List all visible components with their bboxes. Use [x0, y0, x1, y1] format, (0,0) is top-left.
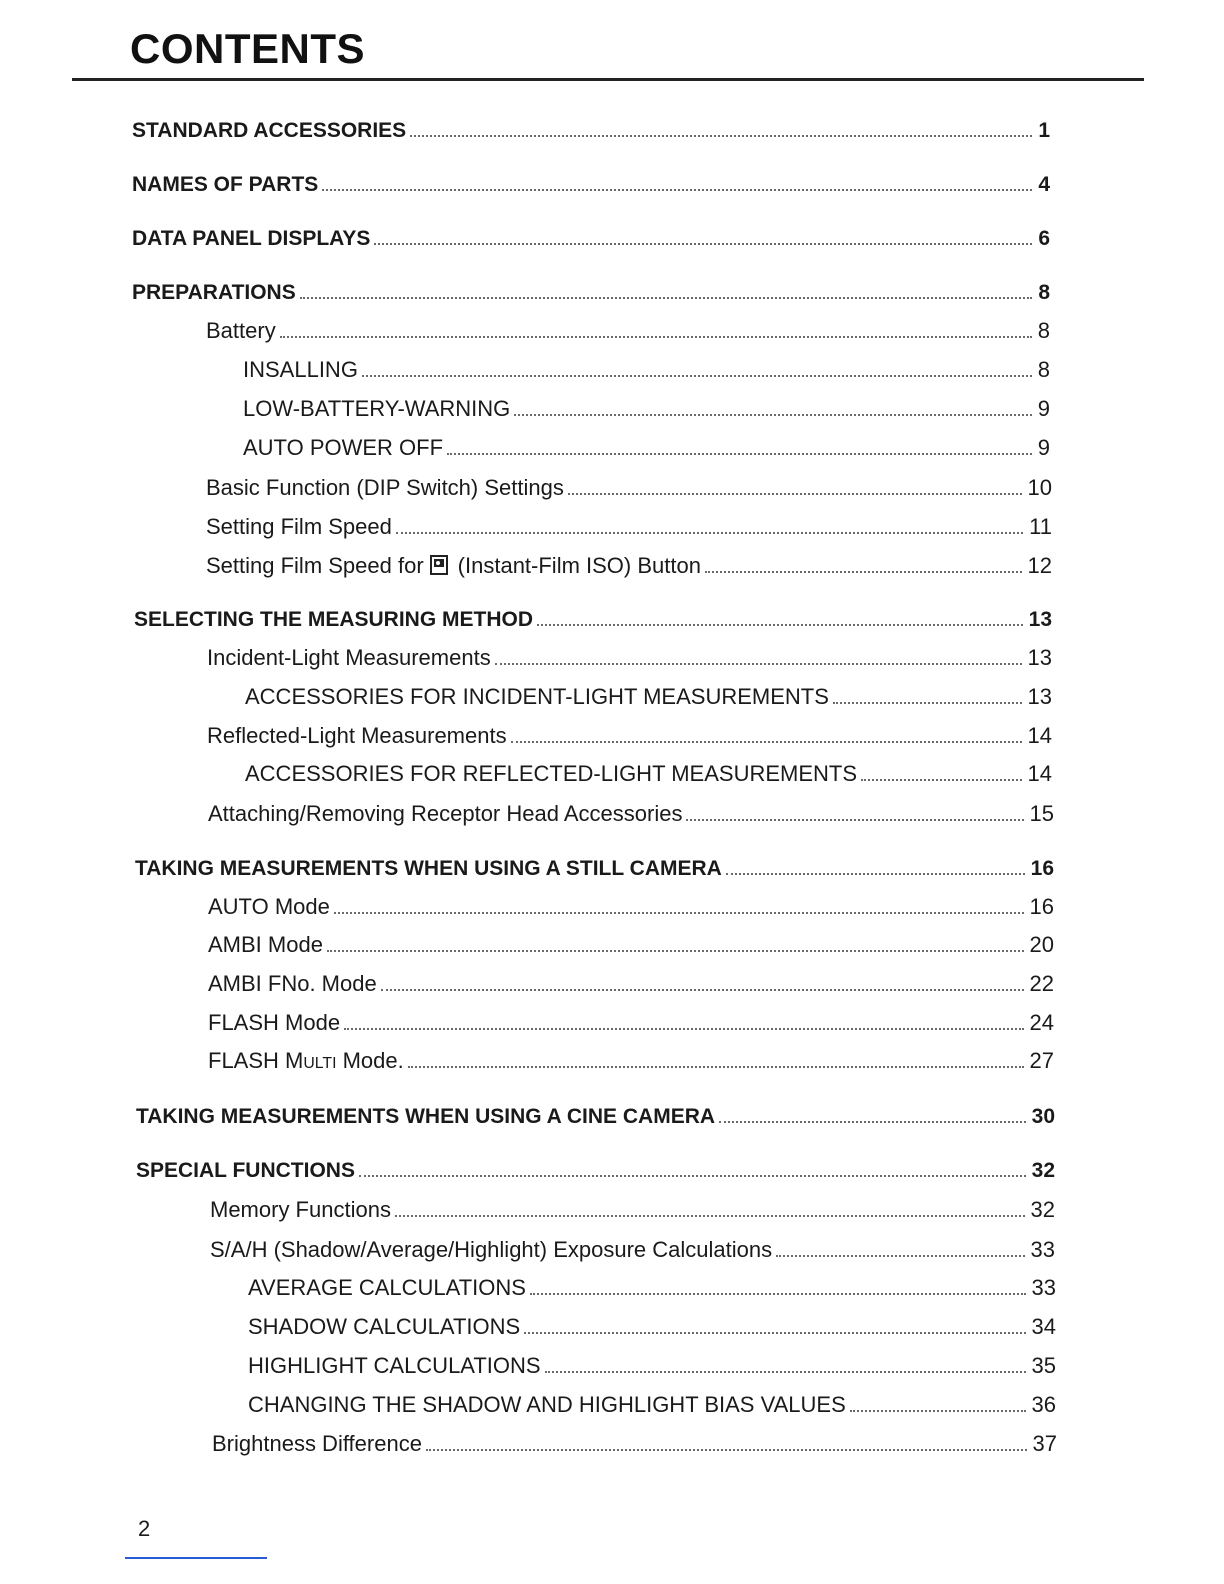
toc-page-number: 22	[1029, 970, 1054, 996]
toc-page-number: 36	[1031, 1391, 1056, 1417]
toc-page-number: 34	[1031, 1313, 1056, 1339]
toc-entry-special-functions[interactable]	[136, 1152, 1055, 1182]
dot-leader	[537, 624, 1023, 626]
toc-label: CHANGING THE SHADOW AND HIGHLIGHT BIAS VALUES	[248, 1391, 846, 1417]
dot-leader	[861, 779, 1022, 781]
toc-label: HIGHLIGHT CALCULATIONS	[248, 1352, 541, 1378]
toc-page-number: 13	[1027, 644, 1052, 670]
toc-entry-low-battery-warning[interactable]	[243, 391, 1050, 421]
dot-leader	[530, 1293, 1026, 1295]
toc-label: PREPARATIONS	[132, 280, 296, 304]
toc-page-number: 9	[1037, 395, 1050, 421]
toc-page-number: 16	[1030, 856, 1054, 880]
instant-film-icon	[430, 555, 448, 575]
toc-page-number: 8	[1038, 280, 1050, 304]
toc-entry-accessories-reflected[interactable]	[245, 756, 1052, 786]
toc-label: Incident-Light Measurements	[207, 644, 491, 670]
toc-entry-auto-power-off[interactable]	[243, 430, 1050, 460]
toc-label-smallcaps: ULTI	[303, 1054, 337, 1072]
toc-label: ACCESSORIES FOR REFLECTED-LIGHT MEASUREMENTS	[245, 760, 858, 786]
toc-page-number: 15	[1029, 800, 1054, 826]
toc-entry-ambi-mode[interactable]	[208, 927, 1054, 957]
toc-page-number: 30	[1031, 1104, 1055, 1128]
toc-entry-data-panel-displays[interactable]	[132, 220, 1050, 250]
toc-page-number: 14	[1027, 760, 1052, 786]
dot-leader	[833, 702, 1022, 704]
toc-label: LOW-BATTERY-WARNING	[243, 395, 511, 421]
dot-leader	[300, 297, 1033, 299]
toc-label-part: Mode.	[336, 1047, 404, 1073]
toc-page-number: 1	[1038, 118, 1050, 142]
toc-page-number: 27	[1029, 1047, 1054, 1073]
dot-leader	[359, 1175, 1026, 1177]
toc-page-number: 8	[1037, 317, 1050, 343]
toc-label: SELECTING THE MEASURING METHOD	[134, 607, 534, 631]
footer-page-number: 2	[138, 1516, 151, 1541]
toc-entry-basic-function-settings[interactable]	[206, 470, 1052, 500]
toc-page-number: 32	[1031, 1158, 1055, 1182]
toc-entry-still-camera[interactable]	[135, 850, 1054, 880]
toc-entry-memory-functions[interactable]	[210, 1192, 1055, 1222]
dot-leader	[381, 989, 1024, 991]
toc-label: Attaching/Removing Receptor Head Accessories	[208, 800, 683, 826]
toc-label: SHADOW CALCULATIONS	[248, 1313, 521, 1339]
toc-entry-standard-accessories[interactable]	[132, 112, 1050, 142]
toc-label: TAKING MEASUREMENTS WHEN USING A STILL CAMERA	[135, 856, 722, 880]
toc-entry-setting-film-speed-instant[interactable]	[206, 548, 1052, 578]
toc-entry-cine-camera[interactable]	[136, 1098, 1055, 1128]
toc-label: Battery	[206, 317, 276, 343]
dot-leader	[447, 453, 1032, 455]
dot-leader	[511, 741, 1022, 743]
dot-leader	[362, 375, 1032, 377]
toc-label: TAKING MEASUREMENTS WHEN USING A CINE CAMERA	[136, 1104, 716, 1128]
toc-label-part: (Instant-Film ISO) Button	[457, 552, 701, 578]
toc-page-number: 32	[1030, 1196, 1055, 1222]
dot-leader	[776, 1255, 1024, 1257]
toc-label: Reflected-Light Measurements	[207, 722, 507, 748]
toc-label: SPECIAL FUNCTIONS	[136, 1158, 355, 1182]
dot-leader	[344, 1028, 1023, 1030]
dot-leader	[726, 873, 1025, 875]
dot-leader	[410, 135, 1032, 137]
toc-page-number: 6	[1038, 226, 1050, 250]
toc-page-number: 10	[1027, 474, 1052, 500]
toc-label: NAMES OF PARTS	[132, 172, 319, 196]
dot-leader	[495, 663, 1022, 665]
toc-label: Memory Functions	[210, 1196, 391, 1222]
dot-leader	[395, 1215, 1025, 1217]
toc-entry-preparations[interactable]	[132, 274, 1050, 304]
toc-page-number: 16	[1029, 893, 1054, 919]
toc-label: AUTO Mode	[208, 893, 330, 919]
toc-entry-accessories-incident[interactable]	[245, 679, 1052, 709]
toc-label: ACCESSORIES FOR INCIDENT-LIGHT MEASUREMENTS	[245, 683, 829, 709]
page-title: CONTENTS	[130, 25, 365, 72]
toc-entry-ambi-fno-mode[interactable]	[208, 966, 1054, 996]
toc-page-number: 13	[1027, 683, 1052, 709]
dot-leader	[426, 1449, 1027, 1451]
toc-page-number: 11	[1029, 513, 1052, 539]
toc-label: Brightness Difference	[212, 1430, 422, 1456]
dot-leader	[334, 912, 1024, 914]
dot-leader	[705, 571, 1022, 573]
toc-label: INSALLING	[243, 356, 358, 382]
toc-page-number: 37	[1032, 1430, 1057, 1456]
toc-label: S/A/H (Shadow/Average/Highlight) Exposure Calculations	[210, 1236, 773, 1262]
toc-page-number: 8	[1037, 356, 1050, 382]
dot-leader	[514, 414, 1031, 416]
toc-page-number: 9	[1037, 434, 1050, 460]
toc-entry-installing[interactable]	[243, 352, 1050, 382]
toc-page-number: 33	[1030, 1236, 1055, 1262]
toc-label: AMBI Mode	[208, 931, 323, 957]
toc-entry-flash-multi-mode[interactable]	[208, 1043, 1054, 1073]
toc-entry-flash-mode[interactable]	[208, 1005, 1054, 1035]
toc-label: DATA PANEL DISPLAYS	[132, 226, 371, 250]
toc-page-number: 24	[1029, 1009, 1054, 1035]
dot-leader	[280, 336, 1032, 338]
toc-entry-auto-mode[interactable]	[208, 889, 1054, 919]
toc-entry-battery[interactable]	[206, 313, 1050, 343]
toc-page-number: 4	[1038, 172, 1050, 196]
toc-entry-average-calculations[interactable]	[248, 1270, 1056, 1300]
toc-entry-reflected-light[interactable]	[207, 718, 1052, 748]
toc-entry-bias-values[interactable]	[248, 1387, 1056, 1417]
toc-entry-shadow-calculations[interactable]	[248, 1309, 1056, 1339]
dot-leader	[545, 1371, 1026, 1373]
dot-leader	[568, 493, 1022, 495]
dot-leader	[686, 819, 1023, 821]
toc-page-number: 35	[1031, 1352, 1056, 1378]
toc-label-part: FLASH M	[208, 1047, 304, 1073]
toc-label: AUTO POWER OFF	[243, 434, 444, 460]
dot-leader	[374, 243, 1032, 245]
dot-leader	[719, 1121, 1026, 1123]
toc-page-number: 12	[1027, 552, 1052, 578]
dot-leader	[524, 1332, 1025, 1334]
dot-leader	[322, 189, 1032, 191]
toc-page-number: 33	[1031, 1274, 1056, 1300]
footer-rule	[125, 1557, 267, 1559]
toc-label: AMBI FNo. Mode	[208, 970, 377, 996]
toc-label: STANDARD ACCESSORIES	[132, 118, 407, 142]
toc-entry-incident-light[interactable]	[207, 640, 1052, 670]
toc-label: FLASH Mode	[208, 1009, 341, 1035]
toc-entry-selecting-measuring-method[interactable]	[134, 601, 1052, 631]
toc-entry-highlight-calculations[interactable]	[248, 1348, 1056, 1378]
toc-label: Basic Function (DIP Switch) Settings	[206, 474, 564, 500]
toc-page-number: 14	[1027, 722, 1052, 748]
toc-entry-names-of-parts[interactable]	[132, 166, 1050, 196]
dot-leader	[850, 1410, 1026, 1412]
toc-label	[208, 1049, 404, 1073]
toc-entry-sah-calculations[interactable]	[210, 1232, 1055, 1262]
toc-label-part: Setting Film Speed for	[206, 552, 424, 578]
toc-entry-receptor-head[interactable]	[208, 796, 1054, 826]
dot-leader	[408, 1066, 1024, 1068]
toc-page-number: 20	[1029, 931, 1054, 957]
toc-entry-setting-film-speed[interactable]	[206, 509, 1052, 539]
dot-leader	[327, 950, 1024, 952]
toc-label	[206, 554, 701, 578]
dot-leader	[396, 532, 1023, 534]
toc-label: Setting Film Speed	[206, 513, 392, 539]
toc-page-number: 13	[1028, 607, 1052, 631]
toc-label: AVERAGE CALCULATIONS	[248, 1274, 526, 1300]
toc-entry-brightness-difference[interactable]	[212, 1426, 1057, 1456]
